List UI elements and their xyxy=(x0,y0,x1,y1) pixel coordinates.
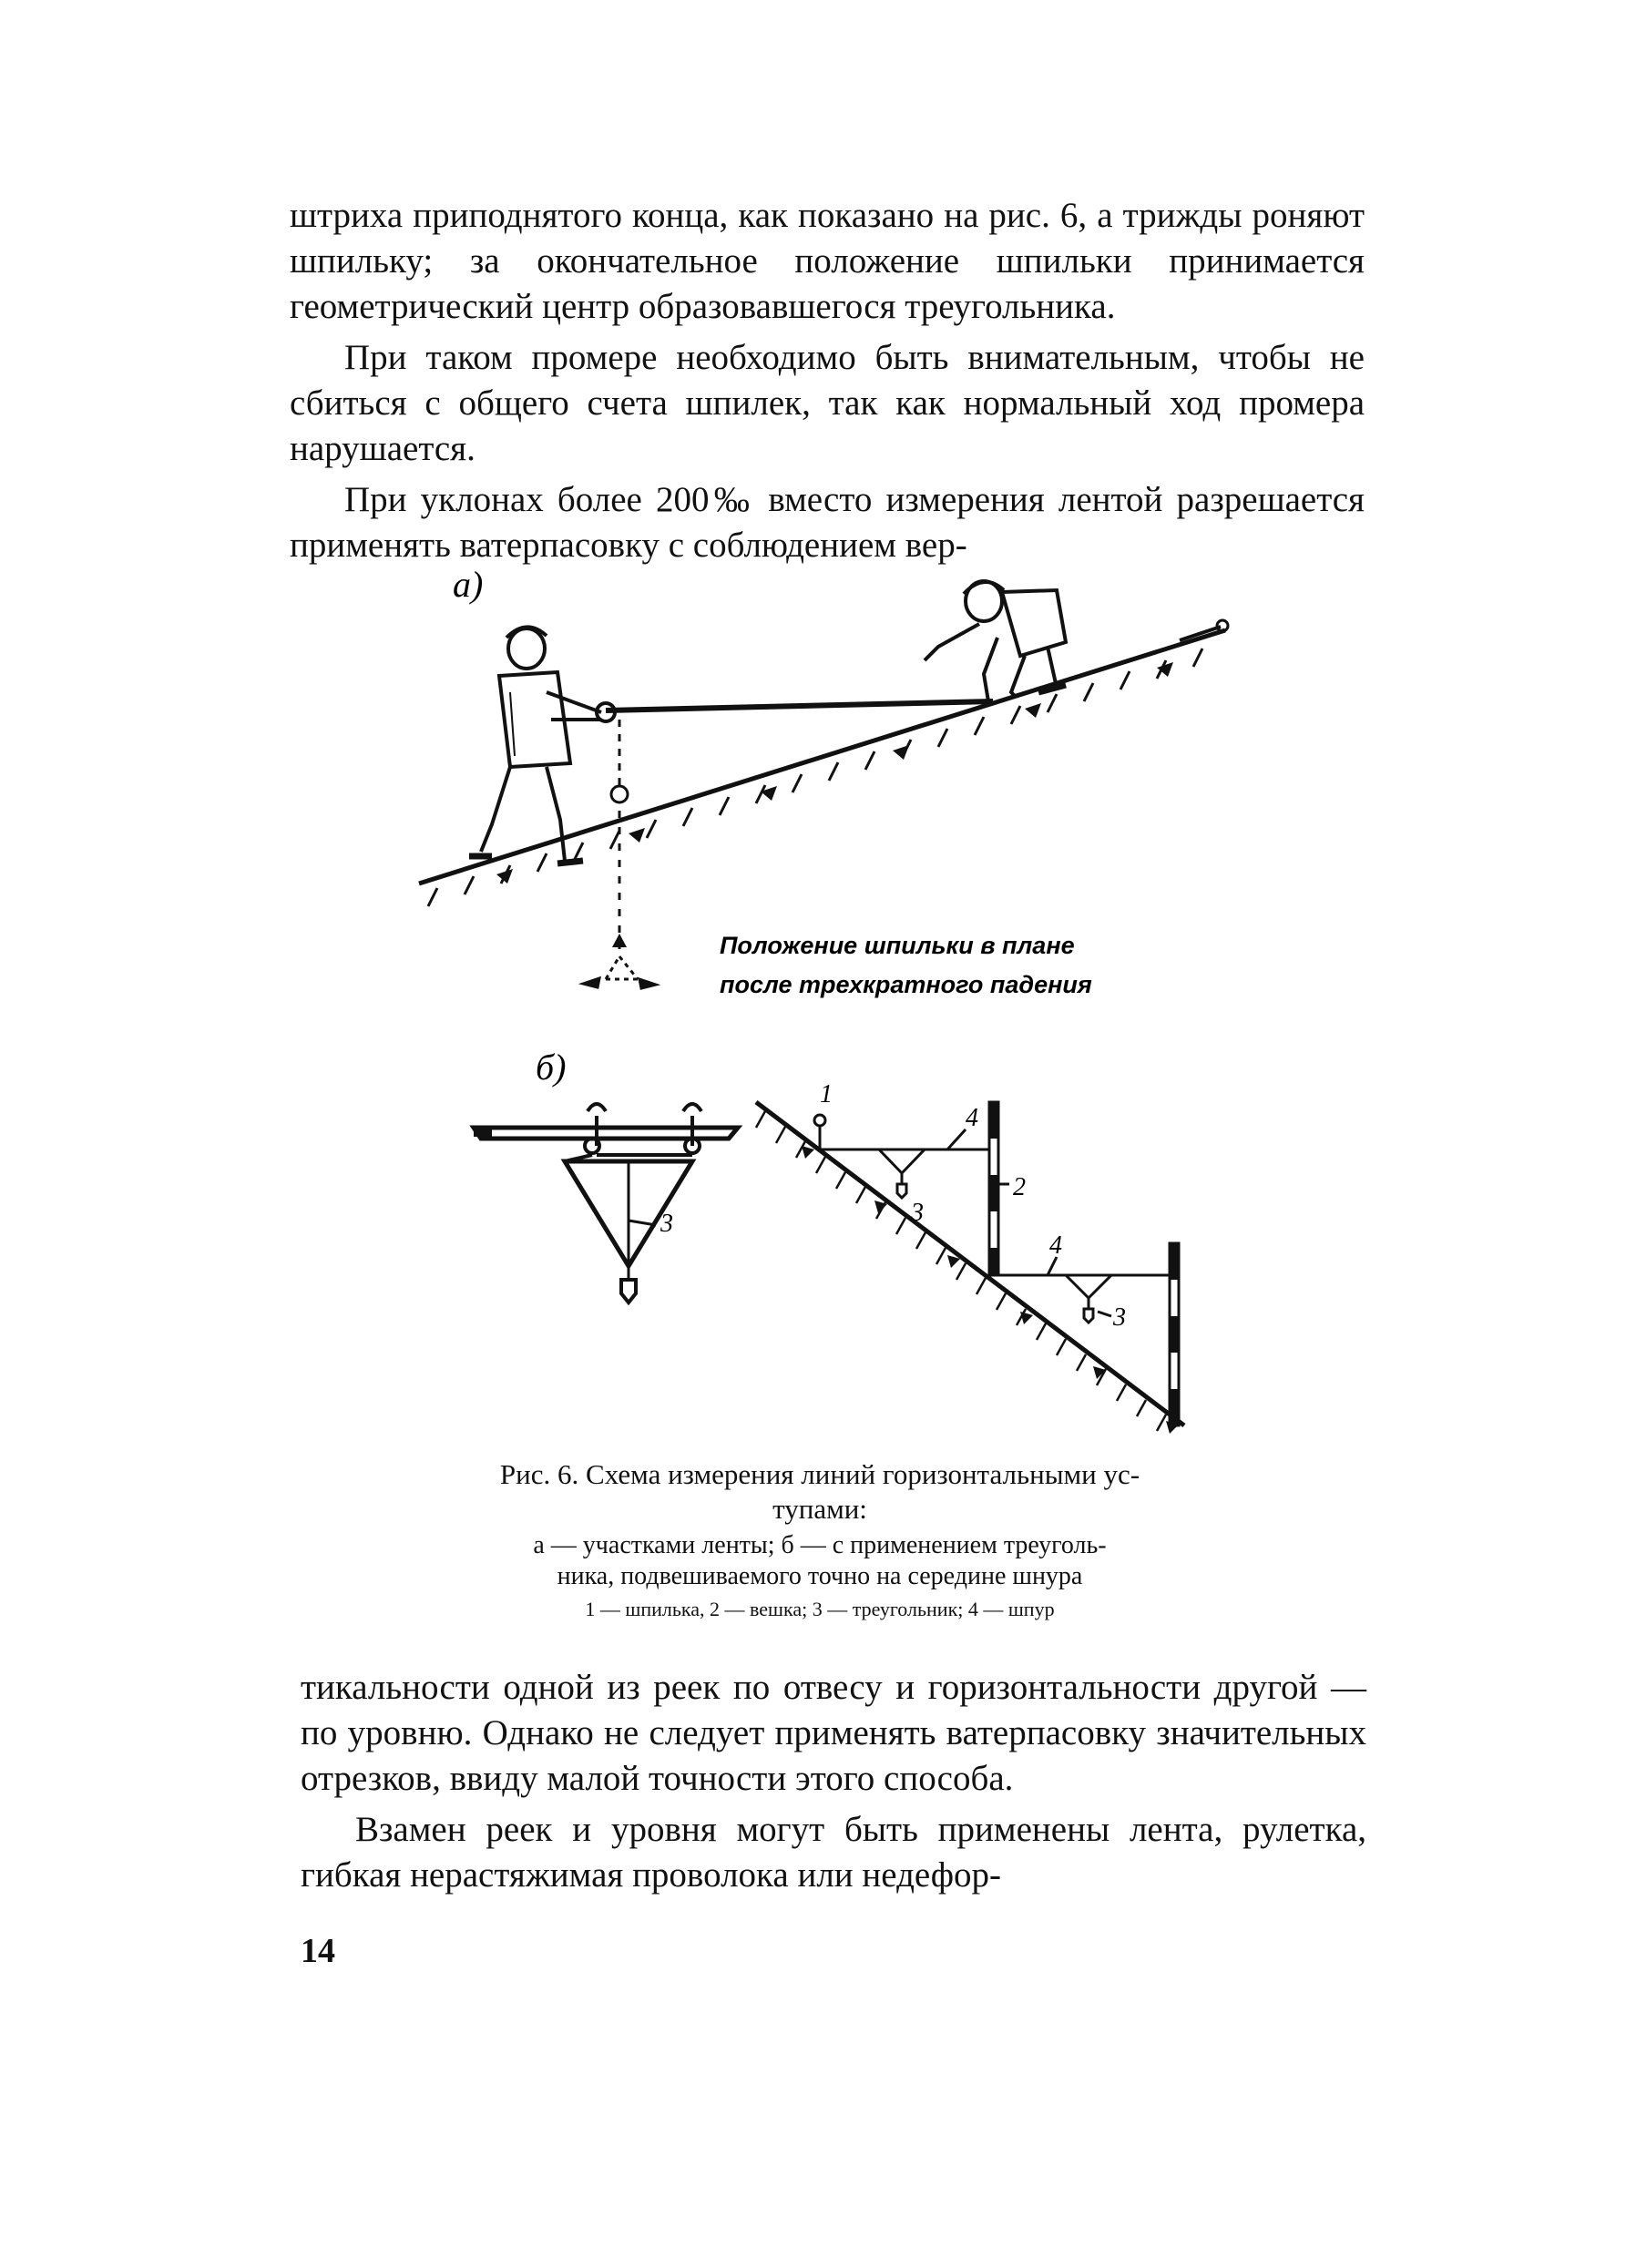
caption-title: Рис. 6. Схема измерения линий горизонтальными ус- xyxy=(499,1458,1140,1490)
measuring-tape xyxy=(606,701,993,710)
caption-legend: 1 — шпилька, 2 — вешка; 3 — треугольник; 4 — шпур xyxy=(585,1598,1055,1620)
plumb-line xyxy=(611,720,628,952)
figure-label-a: а) xyxy=(453,564,484,605)
paragraph: Взамен реек и уровня могут быть применены лента, рулетка, гибкая нерастяжимая проволока или недефор- xyxy=(301,1810,1366,1895)
caption-title-cont: тупами: xyxy=(772,1493,867,1525)
pin-positions-triangle xyxy=(583,956,656,988)
label-4-bottom: 4 xyxy=(1049,1231,1062,1260)
page-number: 14 xyxy=(301,1932,335,1970)
note-line-2: после трехкратного падения xyxy=(720,971,1092,998)
pin xyxy=(814,1115,825,1149)
label-2: 2 xyxy=(1013,1173,1026,1201)
stepped-slope xyxy=(756,1102,1184,1434)
note-line-1: Положение шпильки в плане xyxy=(720,932,1075,959)
label-4-top: 4 xyxy=(966,1104,978,1132)
paragraph: тикальности одной из реек по отвесу и горизонтальности другой — по уровню. Однако не следует применять ватерпасовку значительных отрезков, ввиду малой точности этого способа. xyxy=(301,1668,1366,1798)
label-3-bottom: 3 xyxy=(1113,1303,1126,1332)
ranging-rod xyxy=(1170,1243,1179,1425)
step-1-cord xyxy=(820,1129,993,1198)
triangle-detail xyxy=(474,1104,738,1303)
text-block-bottom xyxy=(301,1665,1366,1898)
label-1: 1 xyxy=(820,1080,833,1108)
caption-subtitle-cont: ника, подвешиваемого точно на середине шнура xyxy=(557,1562,1083,1590)
label-3-left: 3 xyxy=(660,1210,673,1238)
label-3-top: 3 xyxy=(911,1199,924,1227)
worker-right-figure xyxy=(925,581,1066,701)
paragraph: При уклонах более 200‰ вместо измерения лентой разрешается применять ватерпасовку с соблюдением вер- xyxy=(290,480,1365,565)
figure-label-b: б) xyxy=(536,1047,567,1088)
ranging-rod xyxy=(989,1102,998,1275)
caption-subtitle: а — участками ленты; б — с применением треуголь- xyxy=(533,1531,1107,1559)
paragraph: При таком промере необходимо быть внимательным, чтобы не сбиться с общего счета шпилек, так как нормальный ход промера нарушается. xyxy=(290,338,1365,468)
paragraph: штриха приподнятого конца, как показано на рис. 6, а трижды роняют шпильку; за окончательное положение шпильки принимается геометрический центр образовавшегося треугольника. xyxy=(290,196,1365,326)
figure-caption xyxy=(383,1457,1257,1623)
